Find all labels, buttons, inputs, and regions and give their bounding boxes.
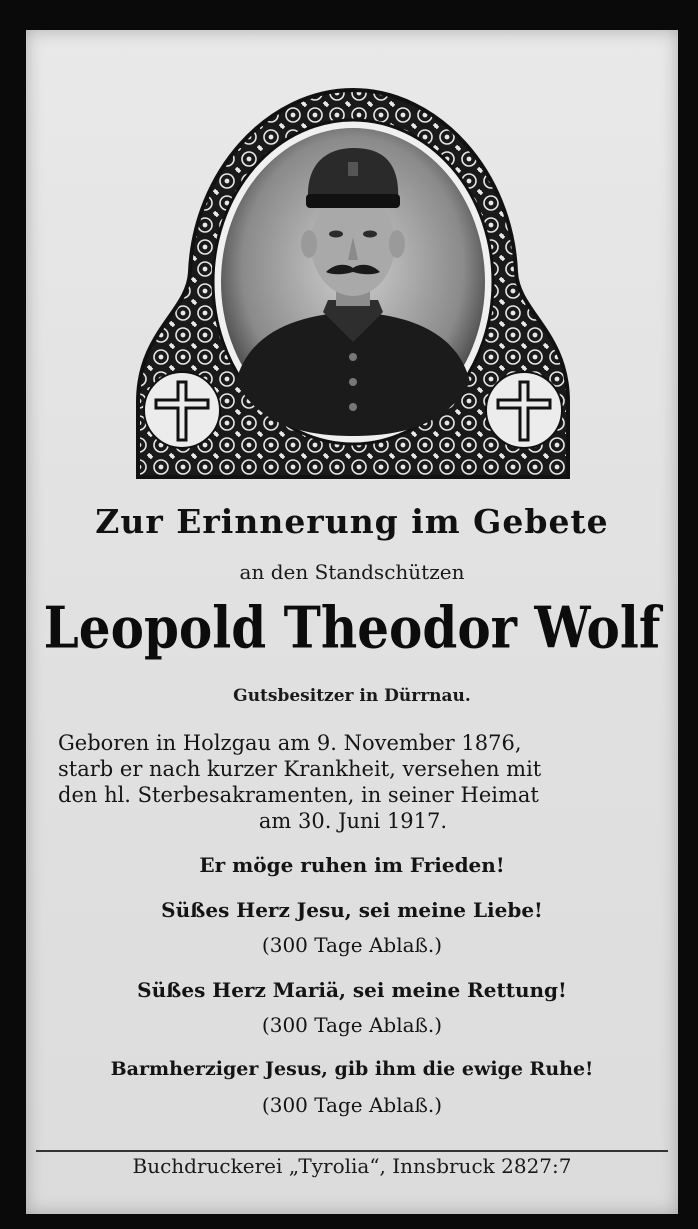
biography-line: den hl. Sterbesakramenten, in seiner Heimat	[58, 783, 539, 807]
occupation: Gutsbesitzer in Dürrnau.	[233, 686, 471, 706]
prayer-heart-mary: Süßes Herz Mariä, sei meine Rettung!	[137, 978, 567, 1002]
soldier-portrait	[221, 128, 485, 436]
biography-line: starb er nach kurzer Krankheit, versehen mit	[58, 757, 542, 781]
memorial-card	[26, 30, 678, 1214]
printer-imprint: Buchdruckerei „Tyrolia“, Innsbruck 2827:7	[132, 1154, 572, 1178]
prayer-peace: Er möge ruhen im Frieden!	[199, 853, 505, 877]
indulgence-note: (300 Tage Ablaß.)	[261, 933, 443, 957]
biography	[58, 730, 648, 834]
deceased-name: Leopold Theodor Wolf	[43, 593, 661, 662]
prayer-heart-jesus: Süßes Herz Jesu, sei meine Liebe!	[161, 898, 543, 922]
card-subheading: an den Standschützen	[239, 560, 465, 584]
prayer-merciful-jesus: Barmherziger Jesus, gib ihm die ewige Ruhe!	[110, 1058, 594, 1080]
divider	[36, 1150, 668, 1152]
cross-icon	[486, 372, 562, 448]
indulgence-note: (300 Tage Ablaß.)	[261, 1013, 443, 1037]
card-heading: Zur Erinnerung im Gebete	[95, 502, 609, 541]
biography-line: am 30. Juni 1917.	[258, 809, 448, 833]
portrait-frame	[128, 82, 578, 482]
biography-line: Geboren in Holzgau am 9. November 1876,	[58, 731, 522, 755]
indulgence-note: (300 Tage Ablaß.)	[261, 1093, 443, 1117]
cross-icon	[144, 372, 220, 448]
